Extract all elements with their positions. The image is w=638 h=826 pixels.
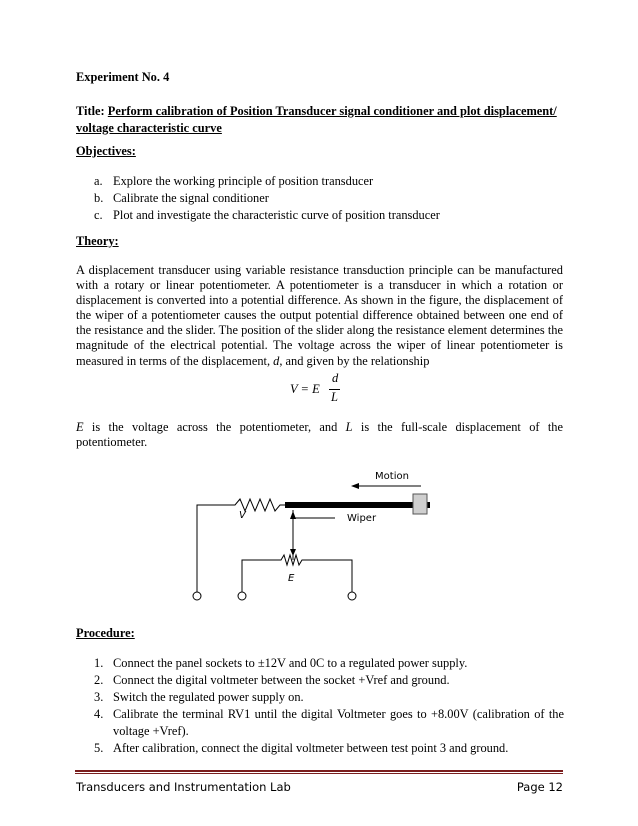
list-item: 1. Connect the panel sockets to ±12V and 0C to a regulated power supply.	[94, 656, 468, 670]
terminal-3	[348, 592, 356, 600]
list-item: b. Calibrate the signal conditioner	[94, 191, 269, 205]
wiper-arrowhead	[290, 511, 296, 519]
list-item: 2. Connect the digital voltmeter between the socket +Vref and ground.	[94, 673, 450, 687]
terminal-1	[193, 592, 201, 600]
theory-heading: Theory:	[76, 234, 119, 248]
title-text-line2: voltage characteristic curve	[76, 121, 222, 135]
v-label: V	[239, 510, 246, 521]
footer-page-number: Page 12	[516, 780, 563, 794]
list-item: 3. Switch the regulated power supply on.	[94, 690, 304, 704]
footer-rule	[75, 770, 563, 772]
experiment-heading: Experiment No. 4	[76, 70, 170, 84]
formula	[290, 371, 370, 411]
lower-wiper-arrow	[290, 549, 296, 556]
slider-bar	[285, 502, 430, 508]
title-text-line1: Perform calibration of Position Transducer signal conditioner and plot displacement/	[107, 104, 557, 118]
objectives-list	[94, 173, 564, 224]
title-label: Title:	[76, 104, 105, 118]
objectives-heading: Objectives:	[76, 144, 136, 158]
list-item: a. Explore the working principle of position transducer	[94, 174, 374, 188]
procedure-list	[94, 655, 564, 757]
list-item: c. Plot and investigate the characteristic curve of position transducer	[94, 208, 440, 222]
formula-explanation: E is the voltage across the potentiometer, and L is the full-scale displacement of the potentiometer.	[76, 420, 564, 450]
e-label: E	[288, 573, 295, 584]
potentiometer-diagram	[185, 465, 435, 610]
formula-denominator: L	[331, 390, 338, 404]
list-item: 5. After calibration, connect the digital voltmeter between test point 3 and ground.	[94, 741, 509, 755]
motion-label: Motion	[375, 471, 409, 482]
formula-numerator: d	[332, 371, 339, 385]
bottom-resistor	[242, 555, 352, 592]
footer-left: Transducers and Instrumentation Lab	[76, 780, 291, 794]
procedure-heading: Procedure:	[76, 626, 135, 640]
experiment-title	[76, 103, 563, 137]
terminal-2	[238, 592, 246, 600]
theory-paragraph: A displacement transducer using variable resistance transduction principle can be manufactured with a rotary or linear potentiometer. A potentiometer is a transducer in which a rotation or displacement is converted into a potential difference. As shown in the figure, the displacement of the wiper of a potentiometer causes the output potential difference obtained between one end of the resistance and the slider. The position of the slider along the resistance element determines the magnitude of the electrical potential. The voltage across the wiper of linear potentiometer is measured in terms of the displacement, d, and given by the relationship	[76, 263, 563, 368]
motion-block	[413, 494, 427, 514]
motion-arrowhead	[351, 483, 359, 489]
list-item: 4. Calibrate the terminal RV1 until the digital Voltmeter goes to +8.00V (calibration of the voltage +Vref).	[94, 707, 564, 738]
formula-lhs: V = E	[290, 382, 320, 396]
wiper-label: Wiper	[347, 513, 377, 524]
footer-rule-thin	[75, 773, 563, 774]
